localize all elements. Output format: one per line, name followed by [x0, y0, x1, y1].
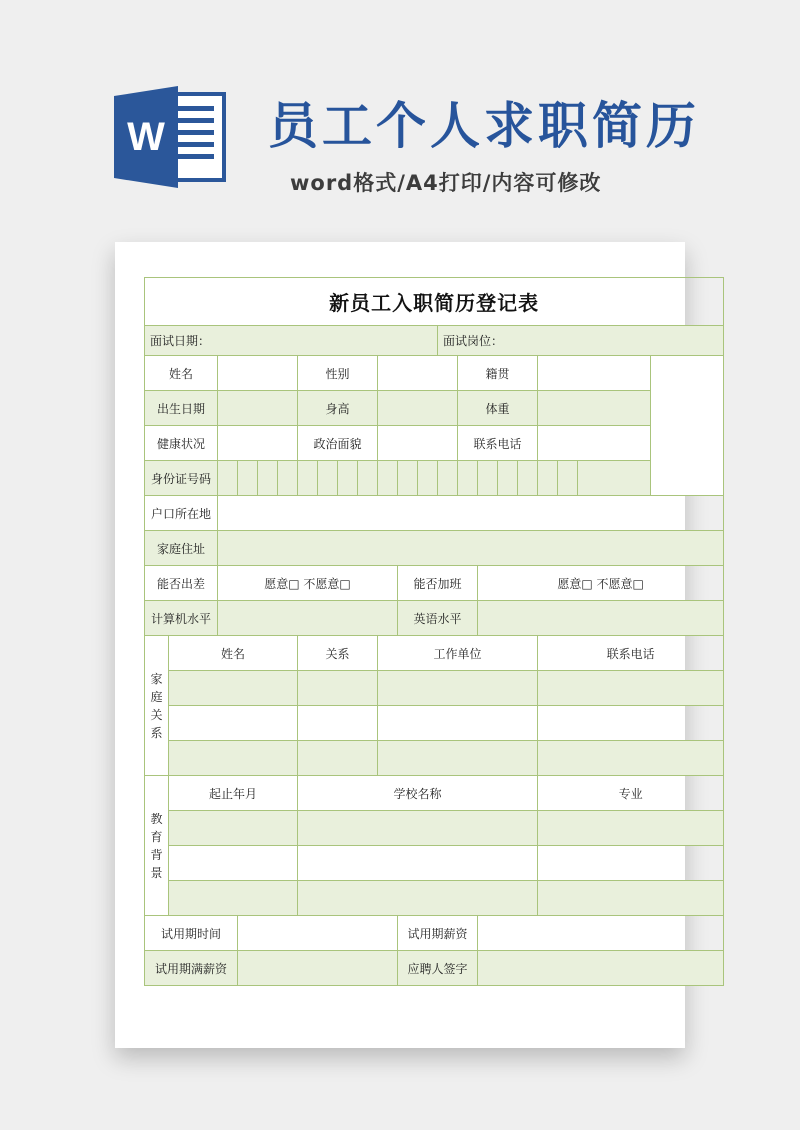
- id-digit-cell[interactable]: [278, 461, 298, 496]
- interview-position-label: 面试岗位：: [438, 326, 724, 356]
- height-input-cell[interactable]: [378, 391, 458, 426]
- regular-salary-label: 试用期满薪资: [145, 951, 238, 986]
- education-period-cell[interactable]: [169, 881, 298, 916]
- id-digit-cell[interactable]: [518, 461, 538, 496]
- id-digit-cell[interactable]: [478, 461, 498, 496]
- family-phone-cell[interactable]: [538, 706, 724, 741]
- family-name-cell[interactable]: [169, 706, 298, 741]
- photo-cell[interactable]: [651, 356, 724, 496]
- family-workplace-cell[interactable]: [378, 741, 538, 776]
- form-title: 新员工入职简历登记表: [145, 278, 724, 326]
- travel-options[interactable]: 愿意□ 不愿意□: [218, 566, 398, 601]
- education-header-major: 专业: [538, 776, 724, 811]
- health-input-cell[interactable]: [218, 426, 298, 461]
- address-input-cell[interactable]: [218, 531, 724, 566]
- weight-label: 体重: [458, 391, 538, 426]
- family-name-cell[interactable]: [169, 671, 298, 706]
- phone-input-cell[interactable]: [538, 426, 651, 461]
- phone-label: 联系电话: [458, 426, 538, 461]
- vertical-char: 关: [150, 707, 163, 722]
- table-row: [145, 881, 724, 916]
- family-header-workplace: 工作单位: [378, 636, 538, 671]
- address-label: 家庭住址: [145, 531, 218, 566]
- id-digit-cell[interactable]: [258, 461, 278, 496]
- table-row: [145, 671, 724, 706]
- probation-time-label: 试用期时间: [145, 916, 238, 951]
- id-digit-cell[interactable]: [218, 461, 238, 496]
- family-section-label: [145, 636, 169, 776]
- political-status-label: 政治面貌: [298, 426, 378, 461]
- education-major-cell[interactable]: [538, 811, 724, 846]
- native-place-input-cell[interactable]: [538, 356, 651, 391]
- vertical-char: 教: [150, 811, 163, 826]
- overtime-options[interactable]: 愿意□ 不愿意□: [478, 566, 724, 601]
- probation-time-input-cell[interactable]: [238, 916, 398, 951]
- table-row: [145, 846, 724, 881]
- birth-date-input-cell[interactable]: [218, 391, 298, 426]
- weight-input-cell[interactable]: [538, 391, 651, 426]
- family-relation-cell[interactable]: [298, 706, 378, 741]
- hukou-input-cell[interactable]: [218, 496, 724, 531]
- computer-level-input-cell[interactable]: [218, 601, 398, 636]
- table-row: [145, 811, 724, 846]
- family-header-relation: 关系: [298, 636, 378, 671]
- id-digit-cell[interactable]: [378, 461, 398, 496]
- education-header-period: 起止年月: [169, 776, 298, 811]
- education-period-cell[interactable]: [169, 811, 298, 846]
- gender-label: 性别: [298, 356, 378, 391]
- overtime-label: 能否加班: [398, 566, 478, 601]
- education-section-label: [145, 776, 169, 916]
- health-label: 健康状况: [145, 426, 218, 461]
- travel-label: 能否出差: [145, 566, 218, 601]
- gender-input-cell[interactable]: [378, 356, 458, 391]
- birth-date-label: 出生日期: [145, 391, 218, 426]
- education-period-cell[interactable]: [169, 846, 298, 881]
- family-phone-cell[interactable]: [538, 741, 724, 776]
- family-relation-cell[interactable]: [298, 741, 378, 776]
- english-level-input-cell[interactable]: [478, 601, 724, 636]
- vertical-char: 家: [150, 671, 163, 686]
- family-workplace-cell[interactable]: [378, 706, 538, 741]
- id-digit-cell[interactable]: [438, 461, 458, 496]
- education-school-cell[interactable]: [298, 811, 538, 846]
- applicant-signature-input-cell[interactable]: [478, 951, 724, 986]
- id-digit-cell[interactable]: [418, 461, 438, 496]
- education-school-cell[interactable]: [298, 881, 538, 916]
- height-label: 身高: [298, 391, 378, 426]
- word-logo-letter: W: [127, 115, 165, 159]
- native-place-label: 籍贯: [458, 356, 538, 391]
- id-digit-cell[interactable]: [458, 461, 478, 496]
- family-name-cell[interactable]: [169, 741, 298, 776]
- id-digit-cell[interactable]: [238, 461, 258, 496]
- id-digit-cell[interactable]: [558, 461, 578, 496]
- education-header-school: 学校名称: [298, 776, 538, 811]
- table-row: [145, 741, 724, 776]
- registration-form-table: [144, 277, 724, 986]
- education-school-cell[interactable]: [298, 846, 538, 881]
- id-digit-cell[interactable]: [298, 461, 318, 496]
- vertical-char: 系: [150, 725, 163, 740]
- vertical-char: 育: [150, 829, 163, 844]
- regular-salary-input-cell[interactable]: [238, 951, 398, 986]
- vertical-char: 背: [150, 847, 163, 862]
- family-header-name: 姓名: [169, 636, 298, 671]
- education-major-cell[interactable]: [538, 846, 724, 881]
- id-digit-cell[interactable]: [538, 461, 558, 496]
- interview-date-label: 面试日期：: [145, 326, 438, 356]
- id-number-label: 身份证号码: [145, 461, 218, 496]
- page-title: 员工个人求职简历: [268, 97, 700, 155]
- probation-salary-input-cell[interactable]: [478, 916, 724, 951]
- name-label: 姓名: [145, 356, 218, 391]
- id-digit-cell[interactable]: [398, 461, 418, 496]
- family-relation-cell[interactable]: [298, 671, 378, 706]
- family-phone-cell[interactable]: [538, 671, 724, 706]
- hukou-label: 户口所在地: [145, 496, 218, 531]
- id-digit-cell[interactable]: [498, 461, 518, 496]
- education-major-cell[interactable]: [538, 881, 724, 916]
- id-digit-cell[interactable]: [318, 461, 338, 496]
- document-page: [115, 242, 685, 1048]
- table-row: [145, 706, 724, 741]
- family-header-phone: 联系电话: [538, 636, 724, 671]
- id-digit-cell[interactable]: [358, 461, 378, 496]
- computer-level-label: 计算机水平: [145, 601, 218, 636]
- english-level-label: 英语水平: [398, 601, 478, 636]
- name-input-cell[interactable]: [218, 356, 298, 391]
- probation-salary-label: 试用期薪资: [398, 916, 478, 951]
- word-document-icon: [112, 84, 228, 190]
- id-digit-cell[interactable]: [578, 461, 651, 496]
- vertical-char: 景: [150, 865, 163, 880]
- id-digit-cell[interactable]: [338, 461, 358, 496]
- vertical-char: 庭: [150, 689, 163, 704]
- applicant-signature-label: 应聘人签字: [398, 951, 478, 986]
- family-workplace-cell[interactable]: [378, 671, 538, 706]
- political-status-input-cell[interactable]: [378, 426, 458, 461]
- page-subtitle: word格式/A4打印/内容可修改: [290, 171, 602, 195]
